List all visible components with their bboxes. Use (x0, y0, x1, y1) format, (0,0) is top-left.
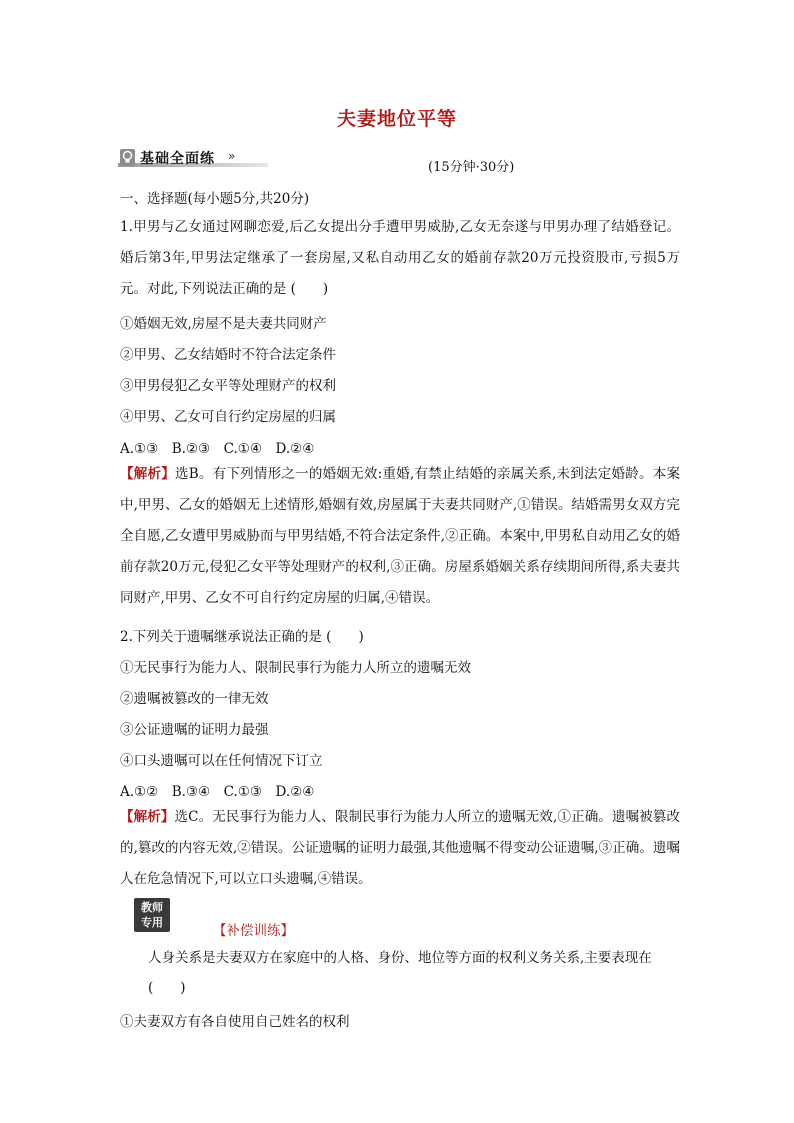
q1-analysis (120, 459, 680, 614)
q2-option-3: ③公证遗嘱的证明力最强 (120, 722, 269, 738)
teacher-only-badge (134, 898, 170, 932)
q1-choices: A.①③ B.②③ C.①④ D.②④ (120, 441, 315, 457)
question-2-stem: 2.下列关于遗嘱继承说法正确的是 ( ) (120, 629, 364, 645)
badge-line-1: 教师 (141, 901, 163, 914)
section-label: 基础全面练 (140, 151, 215, 167)
q2-analysis-text: 选C。无民事行为能力人、限制民事行为能力人所立的遗嘱无效,①正确。遗嘱被篡改的,篡改的内容无效,②错误。公证遗嘱的证明力最强,其他遗嘱不得变动公证遗嘱,③正确。遗嘱人在危急情况下,可以立口头遗嘱,④错误。 (120, 809, 681, 887)
part-heading: 一、选择题(每小题5分,共20分) (120, 191, 310, 207)
q1-option-3: ③甲男侵犯乙女平等处理财产的权利 (120, 378, 336, 394)
double-arrow-icon: » (228, 149, 236, 163)
q2-option-2: ②遗嘱被篡改的一律无效 (120, 691, 269, 707)
analysis-tag: 【解析】 (120, 466, 175, 482)
supplement-stem: 人身关系是夫妻双方在家庭中的人格、身份、地位等方面的权利义务关系,主要表现在 (148, 950, 652, 966)
q1-analysis-text: 选B。有下列情形之一的婚姻无效:重婚,有禁止结婚的亲属关系,未到法定婚龄。本案中,甲男、乙女的婚姻无上述情形,婚姻有效,房屋属于夫妻共同财产,①错误。结婚需男女双方完全自愿,乙女遭甲男威胁而与甲男结婚,不符合法定条件,②正确。本案中,甲男私自动用乙女的婚前存款20万元,侵犯乙女平等处理财产的权利,③正确。房屋系婚姻关系存续期间所得,系夫妻共同财产,甲男、乙女不可自行约定房屋的归属,④错误。 (120, 466, 680, 606)
time-score-note: (15分钟·30分) (428, 160, 515, 175)
badge-line-2: 专用 (141, 916, 163, 929)
supplement-blank: ( ) (148, 980, 186, 996)
q1-option-1: ①婚姻无效,房屋不是夫妻共同财产 (120, 316, 327, 332)
question-1-stem: 1.甲男与乙女通过网聊恋爱,后乙女提出分手遭甲男威胁,乙女无奈遂与甲男办理了结婚登记。婚后第3年,甲男法定继承了一套房屋,又私自动用乙女的婚前存款20万元投资股市,亏损5万元。对此,下列说法正确的是 ( ) (120, 219, 680, 297)
q2-option-1: ①无民事行为能力人、限制民事行为能力人所立的遗嘱无效 (120, 660, 471, 676)
page-title: 夫妻地位平等 (336, 108, 457, 130)
analysis-tag: 【解析】 (120, 809, 175, 825)
supplement-option-1: ①夫妻双方有各自使用自己姓名的权利 (120, 1014, 350, 1030)
q1-option-2: ②甲男、乙女结婚时不符合法定条件 (120, 347, 336, 363)
q2-analysis (120, 802, 680, 895)
q2-option-4: ④口头遗嘱可以在任何情况下订立 (120, 753, 323, 769)
lightbulb-icon (120, 149, 135, 166)
q2-choices: A.①② B.③④ C.①③ D.②④ (120, 784, 315, 800)
q1-option-4: ④甲男、乙女可自行约定房屋的归属 (120, 409, 336, 425)
supplement-title: 【补偿训练】 (213, 923, 294, 939)
section-header (118, 148, 268, 168)
